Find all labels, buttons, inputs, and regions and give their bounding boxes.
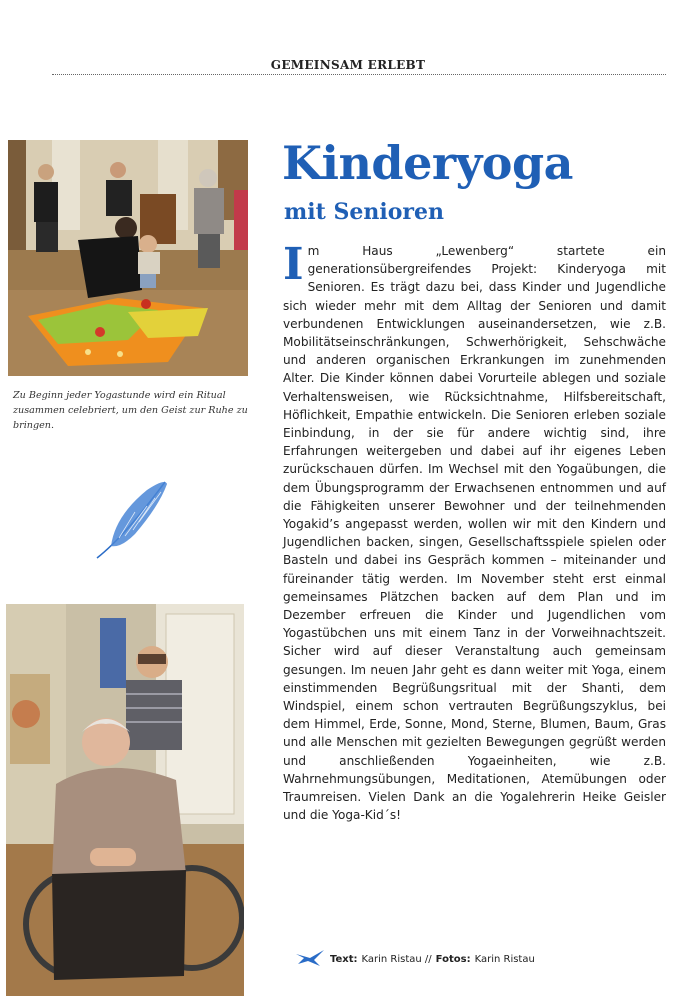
feather-icon (95, 476, 175, 562)
article-body (283, 239, 666, 825)
bird-icon (296, 950, 326, 969)
credits-line (296, 950, 535, 969)
yoga-ritual-photo (8, 140, 248, 376)
drop-cap: I (283, 239, 304, 290)
section-header: GEMEINSAM ERLEBT (270, 58, 426, 72)
article-title: Kinderyoga (282, 136, 573, 190)
credits-text-author: Karin Ristau // (361, 954, 432, 965)
credits-photo-label: Fotos: (435, 954, 471, 965)
photo-caption: Zu Beginn jeder Yogastunde wird ein Ritual zusammen celebriert, um den Geist zur Ruhe zu bringen. (13, 390, 248, 431)
credits-photo-author: Karin Ristau (474, 954, 535, 965)
article-text: m Haus „Lewenberg“ startete ein generationsübergreifendes Projekt: Kinderyoga mit Senioren. Es trägt dazu bei, dass Kinder und Jugendliche sich wieder mehr mit dem Alltag der Senioren und damit verbundenen Entwicklungen auseinandersetzen, wie z.B. Mobilitätseinschränkungen, Schwerhörigkeit, Sehschwäche und anderen organischen Erkrankungen im zunehmenden Alter. Die Kinder können dabei Vorurteile ablegen und soziale Verhaltensweisen, wie Rücksichtnahme, Hilfsbereitschaft, Höflichkeit, Empathie entwickeln. Die Senioren erleben soziale Einbindung, in der sie für andere wichtig sind, ihre Erfahrungen weitergeben und dabei auf ihr eigenes Leben zurückschauen dürfen. Im Wechsel mit den Yogaübungen, die dem Übungsprogramm der Erwachsenen entnommen und auf die Fähigkeiten unserer Bewohner und der teilnehmenden Yogakid’s angepasst werden, wollen wir mit den Kindern und Jugendlichen backen, singen, Gesellschaftsspiele spielen oder Basteln und dabei ins Gespräch kommen – miteinander und füreinander tätig werden. Im November steht erst einmal gemeinsames Plätzchen backen auf dem Plan und im Dezember erfreuen die Kinder und Jugendlichen vom Yogastübchen uns mit einem Tanz in der Vorweihnachtszeit. Sicher wird auf dieser Veranstaltung auch gemeinsam gesungen. Im neuen Jahr geht es dann weiter mit Yoga, einem einstimmenden Begrüßungsritual mit der Shanti, dem Windspiel, einem schon vertrauten Begrüßungszyklus, bei dem Himmel, Erde, Sonne, Mond, Sterne, Blumen, Baum, Gras und alle Menschen mit gezielten Bewegungen gegrüßt werden und anschließenden Yogaeinheiten, wie z.B. Wahrnehmungsübungen, Meditationen, Atemübungen oder Traumreisen. Vielen Dank an die Yogalehrerin Heike Geisler und die Yoga-Kid´s! (283, 244, 666, 823)
senior-with-child-photo (6, 604, 244, 996)
header-divider (52, 74, 666, 75)
credits-text-label: Text: (330, 954, 358, 965)
article-subtitle: mit Senioren (284, 199, 444, 225)
